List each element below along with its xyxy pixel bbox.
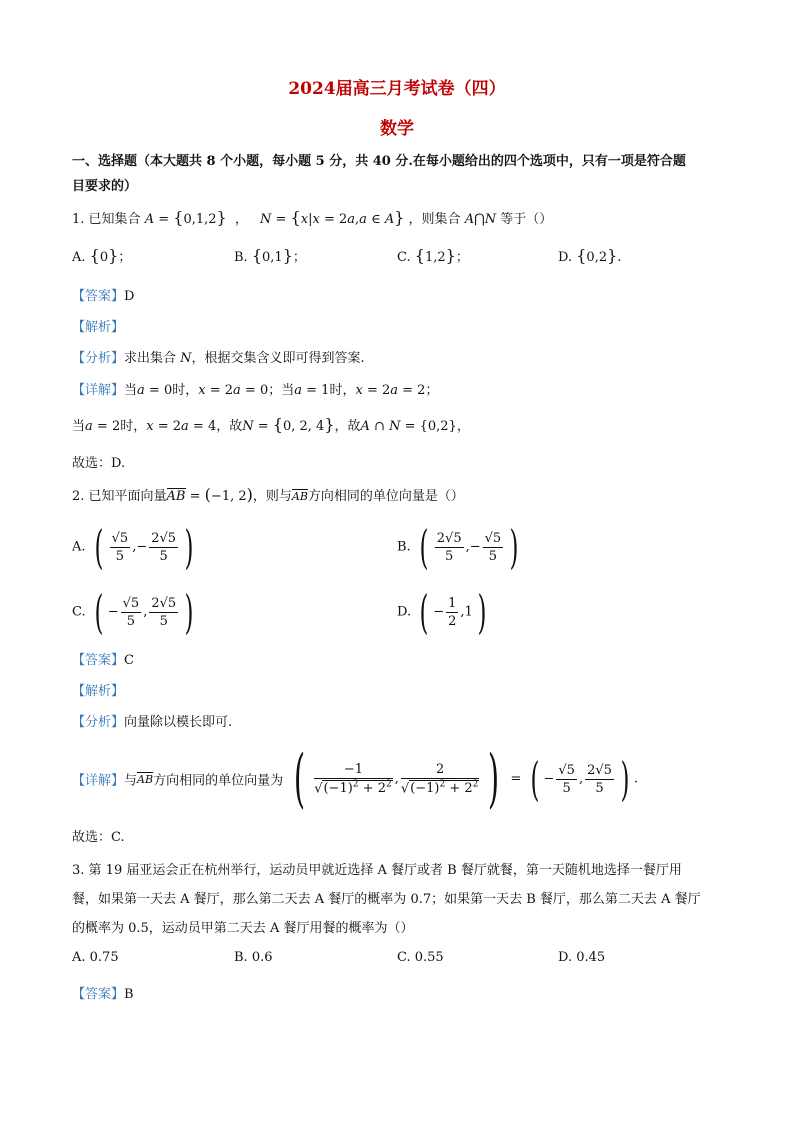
q1-set-a: A = {0,1,2}	[144, 208, 227, 227]
q1-choice: 故选：D.	[72, 456, 126, 471]
q3-option-c: C. 0.55	[397, 950, 444, 965]
q1-mid: ，则集合	[408, 212, 461, 227]
q2-detail: 【详解】与AB方向相同的单位向量为 ( $\frac{-1}{√(-1)^2 + 2^2}$ , $\frac{2}{√(-1)^2 + 2^2}$ ) = ( − $\frac{√5}{5}$ , $\frac{2√5}{5}$ ) .	[72, 742, 638, 816]
q2-answer: 【答案】C	[72, 653, 134, 668]
q1-option-c: C. {1,2}；	[397, 246, 469, 265]
q3-option-d: D. 0.45	[558, 950, 606, 965]
q3-option-b: B. 0.6	[234, 950, 273, 965]
q1-intersection: A⋂N	[464, 212, 497, 227]
section-heading-line1: 一、选择题（本大题共 8 个小题，每小题 5 分，共 40 分.在每小题给出的四个选项中，只有一项是符合题	[72, 154, 686, 169]
page-title: 2024届高三月考试卷（四）	[288, 79, 506, 99]
q2-fenxi: 【分析】向量除以模长即可.	[72, 715, 233, 730]
q2-option-b: B. ( $\frac{2√5}{5}$ ,− $\frac{√5}{5}$ )	[397, 520, 519, 574]
page-subject: 数学	[380, 119, 414, 139]
q3-answer: 【答案】B	[72, 987, 134, 1002]
q2-stem: 2. 已知平面向量AB = (−1, 2)，则与AB方向相同的单位向量是（）	[72, 485, 464, 504]
q2-option-c: C. ( − $\frac{√5}{5}$ , $\frac{2√5}{5}$ )	[72, 585, 194, 639]
q2-option-a: A. ( $\frac{√5}{5}$ ,− $\frac{2√5}{5}$ )	[72, 520, 194, 574]
q1-comma: ，	[234, 212, 248, 227]
q1-detail-line2: 当a = 2时，x = 2a = 4，故N = {0, 2, 4}，故A ∩ N = {0,2}，	[72, 415, 470, 434]
q3-option-a: A. 0.75	[72, 950, 119, 965]
q1-prefix: 1. 已知集合	[72, 212, 141, 227]
q1-option-d: D. {0,2}.	[558, 246, 622, 265]
q1-set-n: N = {x|x = 2a,a ∈ A}	[260, 208, 405, 227]
q1-stem	[72, 208, 552, 227]
q3-stem-line2: 餐，如果第一天去 A 餐厅，那么第二天去 A 餐厅的概率为 0.7；如果第一天去 B 餐厅，那么第二天去 A 餐厅	[72, 892, 701, 907]
q2-option-d: D. ( − $\frac{1}{2}$ ,1)	[397, 585, 487, 639]
q1-suffix: 等于（）	[500, 212, 553, 227]
q3-stem-line1: 3. 第 19 届亚运会正在杭州举行，运动员甲就近选择 A 餐厅或者 B 餐厅就餐，第一天随机地选择一餐厅用	[72, 863, 682, 878]
q2-analysis-tag: 【解析】	[72, 684, 125, 699]
q3-stem-line3: 的概率为 0.5，运动员甲第二天去 A 餐厅用餐的概率为（）	[72, 921, 414, 936]
q1-fenxi: 【分析】求出集合 N，根据交集含义即可得到答案.	[72, 351, 365, 366]
q1-detail-line1: 【详解】当a = 0时，x = 2a = 0；当a = 1时，x = 2a = 2；	[72, 383, 439, 398]
q1-option-a: A. {0}；	[72, 246, 132, 265]
q1-answer: 【答案】D	[72, 289, 135, 304]
q2-choice: 故选：C.	[72, 830, 125, 845]
q1-analysis-tag: 【解析】	[72, 320, 125, 335]
q1-option-b: B. {0,1}；	[234, 246, 306, 265]
section-heading-line2: 目要求的）	[72, 179, 138, 194]
